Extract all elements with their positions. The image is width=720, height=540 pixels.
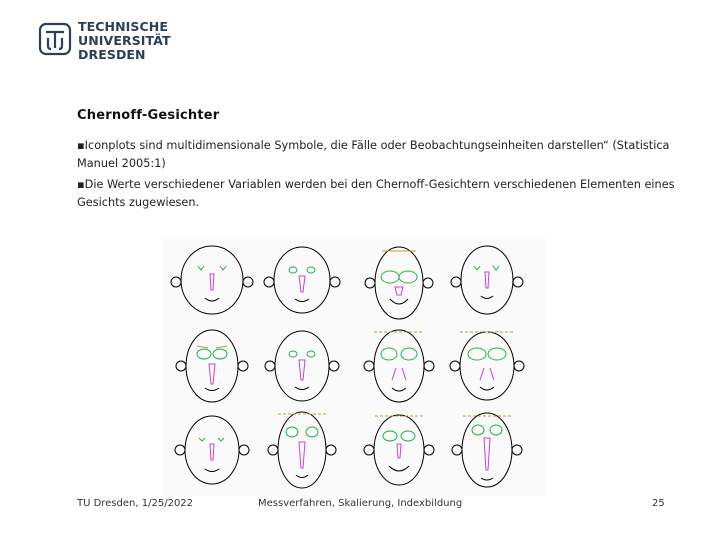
logo-line-2: UNIVERSITÄT: [78, 33, 171, 48]
footer-date: TU Dresden, 1/25/2022: [77, 498, 194, 509]
bullet-variables: ▪Die Werte verschiedener Variablen werden bei den Chernoff-Gesichtern verschiedenen Elementen eines Gesichts zugewiesen.: [77, 178, 675, 209]
tu-dresden-logo: [38, 18, 171, 70]
footer-topic: Messverfahren, Skalierung, Indexbildung: [258, 498, 463, 509]
logo-line-1: TECHNISCHE: [78, 19, 168, 34]
slide-title: Chernoff-Gesichter: [77, 108, 220, 123]
tu-logo-icon: [38, 22, 72, 56]
bullet-iconplots: ▪Iconplots sind multidimensionale Symbole, die Fälle oder Beobachtungseinheiten darstellen“ (Statistica Manuel 2005:1): [77, 139, 670, 170]
chernoff-faces-figure: [162, 238, 546, 496]
page-number: 25: [652, 498, 665, 509]
logo-wordmark: [78, 20, 171, 62]
logo-line-3: DRESDEN: [78, 47, 146, 62]
